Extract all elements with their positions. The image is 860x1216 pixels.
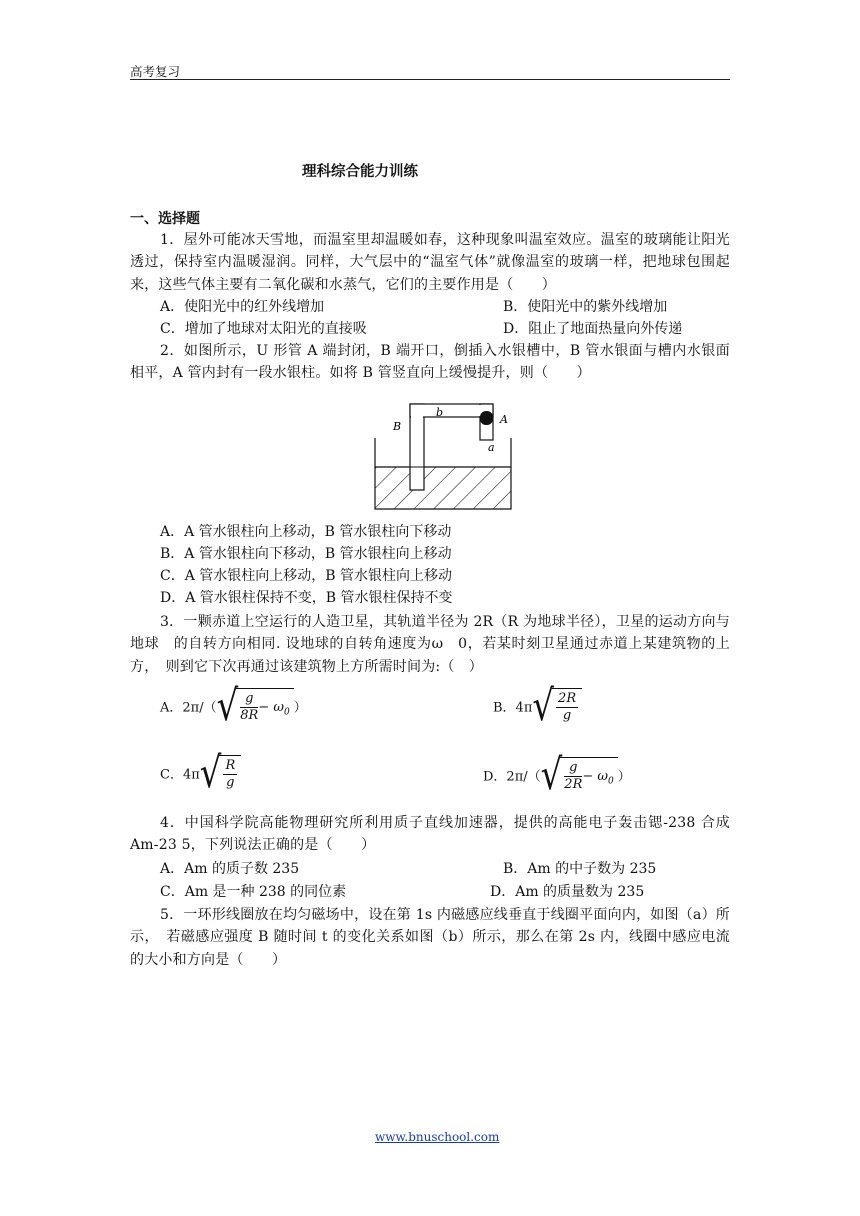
q4-stem: 4．中国科学院高能物理研究所利用质子直线加速器，提供的高能电子轰击锶-238 合成 Am-23 5，下列说法正确的是（ ） [130,815,730,854]
q3-option-d: D．2π/（√ $\frac{g}{2R}$ − $\omega_0$ ） [483,750,631,800]
q3-option-b: B．4π√ $\frac{2R}{g}$ [493,688,582,738]
q2-option-b: B．A 管水银柱向下移动，B 管水银柱向上移动 [160,546,452,562]
q3-option-a: A．2π/（√ $\frac{g}{8R}$ − $\omega_0$ ） [160,681,307,731]
q4-option-b: B．Am 的中子数为 235 [503,861,657,877]
q2-option-d: D．A 管水银柱保持不变，B 管水银柱保持不变 [160,590,453,606]
q3-stem: 3．一颗赤道上空运行的人造卫星，其轨道半径为 2R（R 为地球半径），卫星的运动方向与地球 的自转方向相同. 设地球的自转角速度为ω 0，若某时刻卫星通过赤道上某建筑物的上方， 则到它下次再通过该建筑物上方所需时间为:（ ） [130,614,730,675]
u-tube-figure [370,394,520,512]
q4-option-d: D．Am 的质量数为 235 [490,884,645,900]
page-header: 高考复习 [130,64,181,79]
q4-option-c: C．Am 是一种 238 的同位素 [160,884,347,900]
q1-option-b: B．使阳光中的紫外线增加 [503,299,668,315]
fig-label-a-upper: A [500,413,508,426]
footer-link[interactable]: www.bnuschool.com [375,1130,500,1144]
fig-label-a-lower: a [488,441,495,454]
fig-label-b-upper: B [393,420,402,433]
q1-option-c: C．增加了地球对太阳光的直接吸 [160,321,367,337]
q3-option-c: C．4π√ $\frac{R}{g}$ [160,755,241,805]
q1-stem: 1．屋外可能冰天雪地，而温室里却温暖如春，这种现象叫温室效应。温室的玻璃能让阳光透过，保持室内温暖湿润。同样，大气层中的“温室气体”就像温室的玻璃一样，把地球包围起来，这些气体主要有二氧化碳和水蒸气，它们的主要作用是（ ） [130,232,730,293]
q2-option-a: A．A 管水银柱向上移动，B 管水银柱向下移动 [160,524,452,540]
q1-options-row2 [130,318,730,340]
q1-option-a: A．使阳光中的红外线增加 [160,299,325,315]
q1-options-row1 [130,296,730,318]
q5-stem: 5．一环形线圈放在均匀磁场中，设在第 1s 内磁感应线垂直于线圈平面向内，如图（a）所示， 若磁感应强度 B 随时间 t 的变化关系如图（b）所示，那么在第 2s 内，线圈中感应电流的大小和方向是（ ） [130,907,730,968]
q4-option-a: A．Am 的质子数 235 [160,861,300,877]
header-rule [130,79,730,80]
page-title: 理科综合能力训练 [302,163,418,180]
q1-option-d: D．阻止了地面热量向外传递 [503,321,683,337]
q2-option-c: C．A 管水银柱向上移动，B 管水银柱向上移动 [160,568,453,584]
q2-stem: 2．如图所示，U 形管 A 端封闭，B 端开口，倒插入水银槽中，B 管水银面与槽内水银面相平，A 管内封有一段水银柱。如将 B 管竖直向上缓慢提升，则（ ） [130,343,730,382]
section-heading: 一、选择题 [130,211,200,227]
fig-label-b-lower: b [436,406,444,419]
